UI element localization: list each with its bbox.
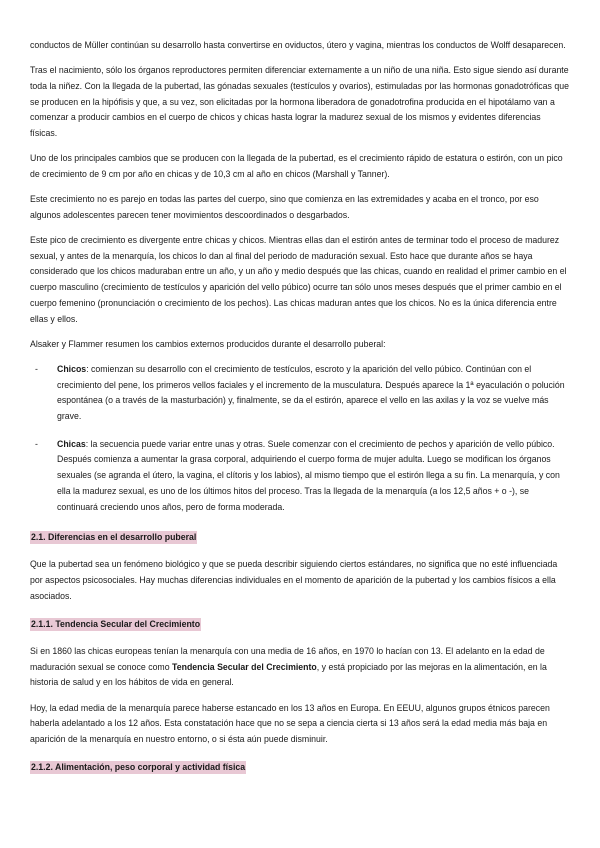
paragraph-menarche-age: Hoy, la edad media de la menarquía parece haberse estancado en los 13 años en Europa. En EEUU, algunos grupos étnicos parecen haberla adelantado a los 12 años. Esta constatación hace que no se sepa a ciencia cierta si 13 años será la edad media más baja en aparición de la menarquía en nuestro entorno, o si ésta aún puede disminuir.: [30, 702, 550, 744]
list-term-chicas: Chicas: [57, 438, 86, 449]
list-item-chicas: [30, 437, 570, 516]
list-text-chicas: : la secuencia puede variar entre unas y otras. Suele comenzar con el crecimiento de pechos y aparición de vello púbico. Después comienza a aumentar la grasa corporal, adquiriendo el cuerpo forma de mujer adulta. Luego se modifican los órganos sexuales (se agranda el útero, la vagina, el clítoris y los labios), al mismo tiempo que el estirón llega a su fin. La menarquía, y con ella la madurez sexual, es uno de los últimos hitos del proceso. Tras la llegada de la menarquía (a los 12,5 años + o -), se continuará creciendo unos años, pero de forma moderada.: [57, 438, 560, 512]
document-page: [30, 38, 570, 787]
paragraph-growth-spurt: Uno de los principales cambios que se producen con la llegada de la pubertad, es el crecimiento rápido de estatura o estirón, con un pico de crecimiento de 9 cm por año en chicas y de 10,3 cm al año en chicos (Marshall y Tanner).: [30, 153, 563, 179]
list-text-chicos: : comienzan su desarrollo con el crecimiento de testículos, escroto y la aparición del vello púbico. Continúan con el crecimiento del pene, los primeros vellos faciales y el incremento de la musculatura. Después aparece la 1ª eyaculación o polución espontánea (o a través de la masturbación) y, finalmente, se da el estirón, aparece el vello en las axilas y la voz se vuelve más grave.: [57, 363, 565, 422]
list-term-chicos: Chicos: [57, 363, 87, 374]
list-bullet-dash: -: [35, 438, 38, 449]
section-heading-2-1: 2.1. Diferencias en el desarrollo puberal: [31, 532, 197, 543]
section-heading-2-1-2: 2.1.2. Alimentación, peso corporal y actividad física: [31, 762, 246, 773]
secular-trend-text-a: Si en 1860 las chicas europeas tenían la menarquía con una media de 16 años, en 1970 lo hacían con 13. El adelanto en la edad de maduración sexual se conoce como: [30, 645, 545, 672]
secular-trend-text-b: , y está propiciado por las mejoras en la alimentación, en la historia de salud y en los hábitos de vida en general.: [30, 661, 547, 688]
paragraph-muller-ducts: conductos de Müller continúan su desarrollo hasta convertirse en oviductos, útero y vagina, mientras los conductos de Wolff desaparecen.: [30, 40, 566, 50]
list-bullet-dash: -: [35, 363, 38, 374]
external-changes-list: [30, 362, 570, 515]
section-heading-2-1-1: 2.1.1. Tendencia Secular del Crecimiento: [31, 618, 201, 629]
paragraph-alsaker-flammer: Alsaker y Flammer resumen los cambios externos producidos durante el desarrollo puberal:: [30, 338, 386, 349]
list-item-chicos: [30, 362, 570, 425]
paragraph-birth-puberty: Tras el nacimiento, sólo los órganos reproductores permiten diferenciar externamente a un niño de una niña. Esto sigue siendo así durante toda la niñez. Con la llegada de la pubertad, las gónadas sexuales (testículos y ovarios), estimuladas por las hormonas gonadotróficas que se producen en la hipófisis y que, a su vez, son elicitadas por la hormona liberadora de gonadotrofina producida en el hipotálamo van a comenzar a producir cambios en el cuerpo de chicos y chicas hasta lograr la madurez sexual de los mismos y evidentes diferencias físicas.: [30, 65, 569, 139]
secular-trend-term: Tendencia Secular del Crecimiento: [172, 661, 317, 672]
paragraph-secular-trend: [30, 644, 570, 691]
paragraph-divergent-peak: Este pico de crecimiento es divergente entre chicas y chicos. Mientras ellas dan el estirón antes de terminar todo el proceso de madurez sexual, y antes de la menarquía, los chicos lo dan al final del periodo de maduración sexual. Esto hace que durante años se haya considerado que los chicos maduraban entre un año, y un año y medio después que las chicas, cuando en realidad el primer cambio en el cuerpo masculino (crecimiento de testículos y aparición del vello púbico) ocurre tan sólo unos meses después que el primer cambio en el cuerpo femenino (pronunciación o crecimiento de los pechos). Las chicas maduran antes que los chicos. No es la única diferencia entre ellas y ellos.: [30, 235, 567, 324]
paragraph-individual-differences: Que la pubertad sea un fenómeno biológico y que se pueda describir siguiendo ciertos estándares, no significa que no esté influenciada por aspectos psicosociales. Hay muchas diferencias individuales en el momento de aparición de la pubertad y los cambios físicos a ella asociados.: [30, 559, 558, 601]
paragraph-uneven-growth: Este crecimiento no es parejo en todas las partes del cuerpo, sino que comienza en las extremidades y acaba en el tronco, por eso algunos adolescentes parecen tener movimientos descoordinados o desgarbados.: [30, 194, 539, 220]
